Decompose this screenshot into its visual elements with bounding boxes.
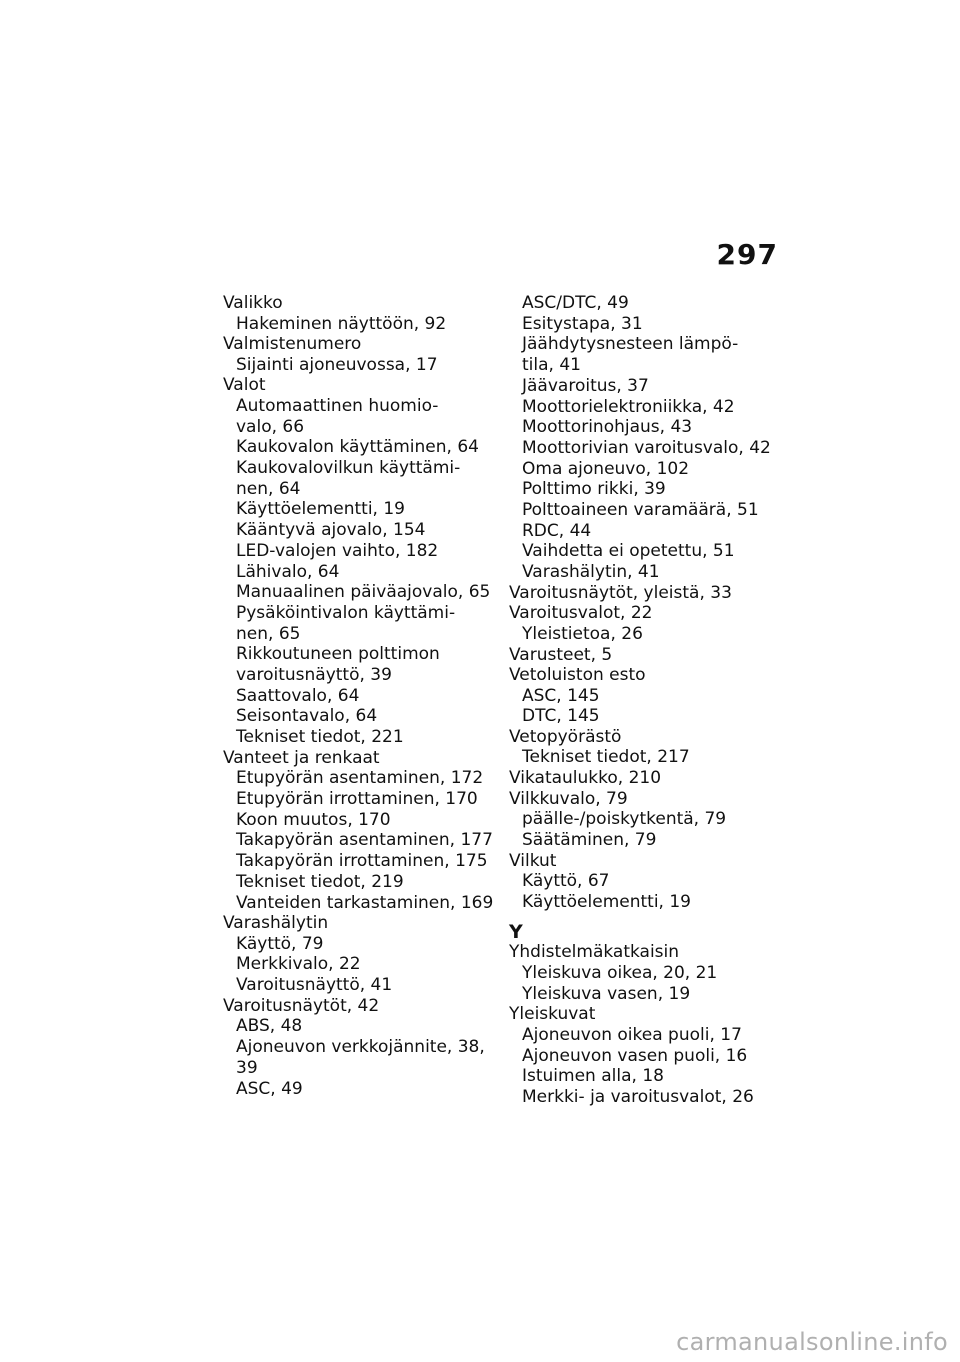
index-subentry [509,1087,799,1108]
index-subentry [223,1079,513,1100]
index-entry-line: Käyttöelementti, 19 [522,891,691,912]
index-entry [223,748,513,769]
index-subentry [223,644,513,685]
index-entry-line: Saattovalo, 64 [236,685,360,706]
index-entry-line: Valot [223,375,266,396]
index-entry-line: Kaukovalon käyttäminen, 64 [236,437,479,458]
index-subentry [223,1037,513,1078]
index-subentry [509,521,799,542]
index-subentry [223,954,513,975]
index-subentry [509,624,799,645]
index-entry-line: varoitusnäyttö, 39 [236,665,392,686]
index-entry-line: Etupyörän irrottaminen, 170 [236,789,478,810]
index-subentry [223,603,513,644]
index-entry-line: Käyttö, 67 [522,871,610,892]
index-subentry [509,459,799,480]
index-entry-line: nen, 64 [236,478,301,499]
index-column-right [509,293,799,1108]
index-subentry [509,500,799,521]
index-subentry [223,562,513,583]
index-subentry [509,541,799,562]
index-entry-line: Varusteet, 5 [509,644,613,665]
index-entry-line: Takapyörän irrottaminen, 175 [236,851,488,872]
index-entry [509,942,799,963]
index-subentry [509,334,799,375]
index-entry-line: Varoitusnäyttö, 41 [236,975,393,996]
index-entry-line: Tekniset tiedot, 221 [236,727,404,748]
index-subentry [509,438,799,459]
index-entry-line: Vanteet ja renkaat [223,747,380,768]
index-entry-line: Sijainti ajoneuvossa, 17 [236,354,438,375]
index-entry-line: Yleiskuva vasen, 19 [522,983,691,1004]
index-entry-line: Ajoneuvon oikea puoli, 17 [522,1024,742,1045]
index-entry-line: Säätäminen, 79 [522,829,657,850]
index-entry-line: Käyttöelementti, 19 [236,499,405,520]
index-entry-line: päälle-/poiskytkentä, 79 [522,809,727,830]
index-subentry [509,376,799,397]
index-entry-line: Automaattinen huomio- [236,395,439,416]
index-subentry [509,562,799,583]
index-entry-line: Vetoluiston esto [509,665,646,686]
index-subentry [509,417,799,438]
index-subentry [509,809,799,830]
index-entry-line: Vaihdetta ei opetettu, 51 [522,541,735,562]
index-entry-line: Vilkkuvalo, 79 [509,788,628,809]
index-entry [509,1004,799,1025]
index-subentry [223,975,513,996]
index-entry-line: Oma ajoneuvo, 102 [522,458,690,479]
page-number: 297 [716,238,778,271]
index-subentry [509,892,799,913]
index-entry [509,583,799,604]
index-entry-line: Polttimo rikki, 39 [522,479,666,500]
index-entry-line: Seisontavalo, 64 [236,706,378,727]
index-column-left [223,293,513,1099]
index-entry [223,913,513,934]
index-subentry [509,293,799,314]
index-subentry [223,458,513,499]
index-entry-line: Vilkut [509,850,557,871]
index-entry-line: tila, 41 [522,355,581,376]
index-entry [509,727,799,748]
index-entry-line: Moottorielektroniikka, 42 [522,396,735,417]
index-entry-line: Vikataulukko, 210 [509,768,662,789]
index-subentry [223,789,513,810]
index-entry-line: Koon muutos, 170 [236,809,391,830]
index-entry-line: LED-valojen vaihto, 182 [236,540,439,561]
index-entry-line: Kaukovalovilkun käyttämi- [236,458,461,479]
index-entry-line: Jäähdytysnesteen lämpö- [522,334,739,355]
index-entry [509,665,799,686]
index-entry-line: Varoitusnäytöt, yleistä, 33 [509,582,732,603]
index-entry-line: ABS, 48 [236,1016,303,1037]
index-entry-line: DTC, 145 [522,706,600,727]
index-entry-line: Rikkoutuneen polttimon [236,644,440,665]
index-entry-line: Ajoneuvon verkkojännite, 38, [236,1037,485,1058]
index-subentry [509,314,799,335]
index-subentry [223,541,513,562]
index-entry-line: Etupyörän asentaminen, 172 [236,768,484,789]
index-entry-line: Kääntyvä ajovalo, 154 [236,520,426,541]
index-entry-line: nen, 65 [236,623,301,644]
index-subentry [509,1025,799,1046]
index-entry-line: Moottorinohjaus, 43 [522,417,693,438]
index-entry [509,789,799,810]
index-entry-line: Hakeminen näyttöön, 92 [236,313,447,334]
index-subentry [223,437,513,458]
index-subentry [509,830,799,851]
index-entry-line: Yleiskuvat [509,1004,596,1025]
index-subentry [223,830,513,851]
index-subentry [223,1016,513,1037]
index-letter-heading [509,922,799,942]
index-entry-line: Merkkivalo, 22 [236,954,361,975]
index-subentry [223,582,513,603]
index-entry-line: ASC, 145 [522,685,600,706]
index-entry-line: Pysäköintivalon käyttämi- [236,602,456,623]
index-subentry [223,355,513,376]
index-entry-line: Polttoaineen varamäärä, 51 [522,500,759,521]
index-entry-line: Lähivalo, 64 [236,561,340,582]
index-entry-line: Moottorivian varoitusvalo, 42 [522,437,771,458]
index-entry-line: ASC, 49 [236,1078,303,1099]
index-subentry [223,727,513,748]
index-subentry [509,984,799,1005]
index-subentry [509,1046,799,1067]
index-entry [509,851,799,872]
index-entry [509,768,799,789]
index-subentry [223,499,513,520]
index-subentry [223,314,513,335]
index-subentry [509,686,799,707]
index-entry-line: ASC/DTC, 49 [522,293,629,313]
index-subentry [223,706,513,727]
index-entry-line: Tekniset tiedot, 217 [522,747,690,768]
index-entry-line: Jäävaroitus, 37 [522,375,649,396]
index-entry-line: Esitystapa, 31 [522,313,643,334]
index-subentry [223,872,513,893]
index-subentry [223,851,513,872]
index-entry [509,645,799,666]
index-subentry [509,479,799,500]
index-entry-line: Istuimen alla, 18 [522,1066,664,1087]
index-entry [223,375,513,396]
index-subentry [509,706,799,727]
index-entry-line: valo, 66 [236,416,305,437]
index-entry [223,996,513,1017]
index-subentry [509,747,799,768]
index-subentry [509,871,799,892]
index-entry-line: Ajoneuvon vasen puoli, 16 [522,1045,748,1066]
index-entry-line: Yleistietoa, 26 [522,623,643,644]
index-entry-line: Valikko [223,293,283,313]
index-subentry [223,934,513,955]
index-entry-line: Yhdistelmäkatkaisin [509,942,680,963]
index-entry-line: 39 [236,1057,258,1078]
index-subentry [509,1066,799,1087]
index-entry-line: Y [509,921,523,944]
index-entry [223,334,513,355]
index-subentry [223,520,513,541]
index-entry-line: Varoitusnäytöt, 42 [223,995,380,1016]
index-subentry [223,396,513,437]
index-subentry [223,686,513,707]
index-entry-line: Varashälytin [223,913,329,934]
index-entry-line: Manuaalinen päiväajovalo, 65 [236,582,491,603]
index-subentry [509,963,799,984]
index-entry-line: Käyttö, 79 [236,933,324,954]
index-subentry [509,397,799,418]
index-entry-line: Yleiskuva oikea, 20, 21 [522,962,718,983]
index-entry-line: Merkki- ja varoitusvalot, 26 [522,1086,754,1107]
index-entry-line: Varashälytin, 41 [522,562,660,583]
watermark: carmanualsonline.info [676,1328,948,1356]
index-entry-line: Takapyörän asentaminen, 177 [236,830,493,851]
index-entry [509,603,799,624]
index-subentry [223,893,513,914]
index-entry-line: Vetopyörästö [509,726,622,747]
index-entry-line: Valmistenumero [223,334,362,355]
index-entry-line: RDC, 44 [522,520,592,541]
index-entry-line: Vanteiden tarkastaminen, 169 [236,892,494,913]
index-entry-line: Varoitusvalot, 22 [509,603,653,624]
index-subentry [223,810,513,831]
index-entry-line: Tekniset tiedot, 219 [236,871,404,892]
index-entry [223,293,513,314]
index-subentry [223,768,513,789]
